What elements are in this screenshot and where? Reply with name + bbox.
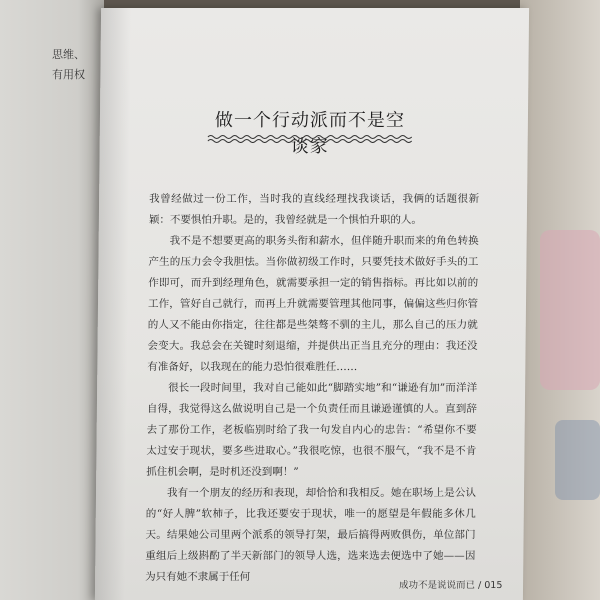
background-object [555,420,600,500]
page-footer: 成功不是说说而已 / 015 [398,580,503,591]
left-page-line: 思维、 [52,48,85,61]
body-paragraph: 很长一段时间里，我对自己能如此“脚踏实地”和“谦逊有加”而洋洋自得，我觉得这么做说明自己是一个负责任而且谦逊谨慎的人。直到辞去了那份工作，老板临别时给了我一句发自内心的忠告：“希望你不要太过安于现状，要多些进取心。”我很吃惊，也很不服气，“我不是不肯抓住机会啊，是时机还没到啊！” [146,382,478,478]
left-page [0,0,104,600]
left-page-line: 有用权 [52,68,85,81]
book-page [95,8,529,600]
body-paragraph: 我不是不想要更高的职务头衔和薪水，但伴随升职而来的角色转换产生的压力会令我胆怯。当你做初级工作时，只要凭技术做好手头的工作即可，而升到经理角色，就需要承担一定的销售指标。再比如以前的工作，管好自己就行，而再上升就需要管理其他同事，偏偏这些归你管的人又不能由你指定，往往都是些桀骜不驯的主儿，那么自己的压力就会变大。我总会在关键时刻退缩，并提供出正当且充分的理由：我还没有准备好，以我现在的能力恐怕很难胜任…… [147,235,479,373]
title-wave-ornament [208,133,413,143]
body-paragraph: 我有一个朋友的经历和表现，却恰恰和我相反。她在职场上是公认的“好人脾”软柿子，比我还要安于现状，唯一的愿望是年假能多休几天。结果她公司里两个派系的领导打架，最后搞得两败俱伤，单位部门重组后上级斟酌了半天新部门的领导人选，选来选去便选中了她——因为只有她不隶属于任何 [145,487,477,583]
chapter-title: 做一个行动派而不是空谈家 [214,110,406,157]
page-shadow [95,8,131,600]
background-object [540,230,600,390]
body-paragraph: 我曾经做过一份工作，当时我的直线经理找我谈话，我俩的话题很新颖：不要惧怕升职。是的，我曾经就是一个惧怕升职的人。 [148,193,480,226]
